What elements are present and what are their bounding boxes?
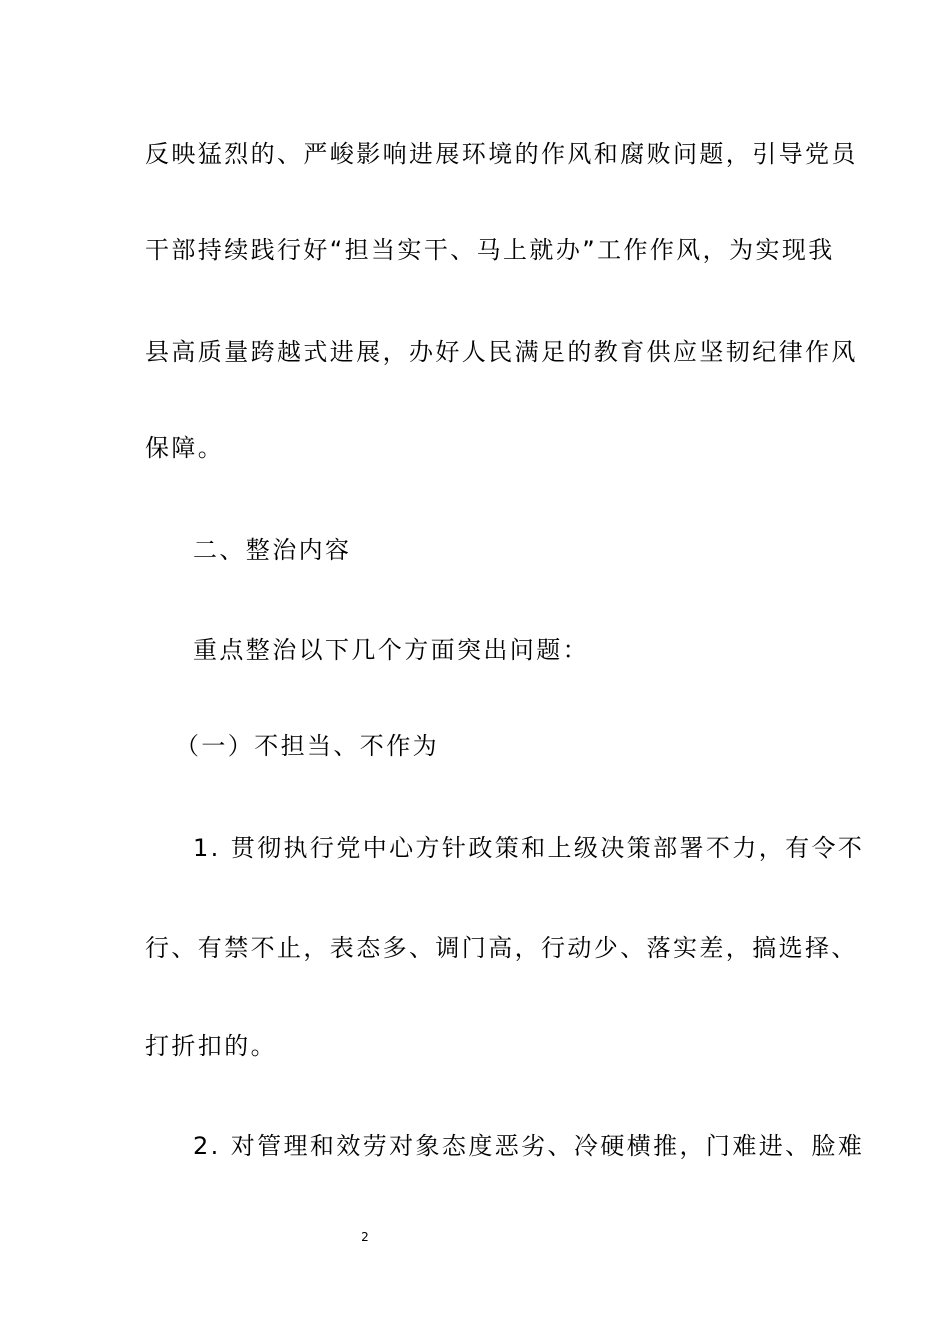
paragraph-line: 重点整治以下几个方面突出问题： [193,636,589,664]
paragraph-line: 保障。 [145,434,225,462]
section-heading: 二、整治内容 [193,536,352,564]
paragraph-line: 1. 贯彻执行党中心方针政策和上级决策部署不力，有令不 [193,834,865,862]
paragraph-line: 2. 对管理和效劳对象态度恶劣、冷硬横推，门难进、脸难 [193,1132,865,1160]
page-number: 2 [361,1230,369,1244]
paragraph-line: 县高质量跨越式进展，办好人民满足的教育供应坚韧纪律作风 [145,338,858,366]
paragraph-line: 反映猛烈的、严峻影响进展环境的作风和腐败问题，引导党员 [145,140,858,168]
paragraph-line: 干部持续践行好“担当实干、马上就办”工作作风，为实现我 [145,236,835,264]
paragraph-line: 打折扣的。 [145,1032,277,1060]
paragraph-line: 行、有禁不止，表态多、调门高，行动少、落实差，搞选择、 [145,934,858,962]
subsection-heading: （一）不担当、不作为 [175,732,439,760]
